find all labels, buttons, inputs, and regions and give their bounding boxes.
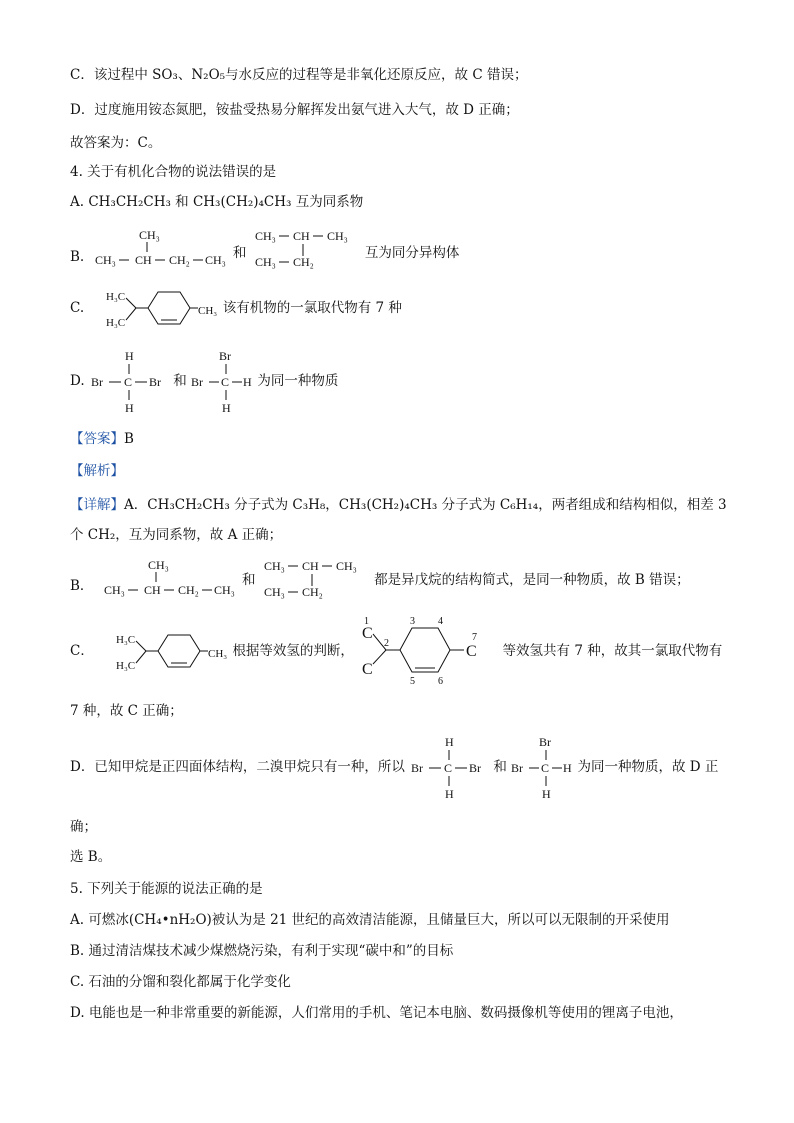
svg-text:Br: Br: [469, 761, 482, 775]
svg-text:1: 1: [364, 616, 370, 627]
dibromomethane-structure-1: [89, 346, 169, 416]
svg-text:CH₂: CH₂: [301, 585, 323, 599]
q4-option-d: D. H Br C Br H 和 Br Br C H H 为同一种物质: [70, 346, 338, 416]
svg-text:Br: Br: [411, 761, 424, 775]
detail-tag: 【详解】: [70, 497, 124, 513]
svg-text:C: C: [362, 661, 373, 678]
choose-line: 选 B。: [70, 849, 112, 865]
q5-option-d: D. 电能也是一种非常重要的新能源，人们常用的手机、笔记本电脑、数码摄像机等使用的锂离子电池，: [70, 1005, 683, 1021]
svg-text:7: 7: [472, 632, 478, 643]
svg-text:CH₃: CH₃: [335, 559, 357, 573]
detail-a-line1: 【详解】A．CH₃CH₂CH₃ 分子式为 C₃H₈，CH₃(CH₂)₄CH₃ 分子式为 C₆H₁₄，两者组成和结构相似，相差 3: [70, 497, 727, 513]
svg-text:H₃C: H₃C: [106, 291, 126, 303]
svg-text:CH₃: CH₃: [147, 558, 169, 572]
svg-text:CH₃: CH₃: [208, 648, 228, 660]
carbon-skeleton-numbered: [358, 614, 498, 688]
option-d-prev: D．过度施用铵态氮肥，铵盐受热易分解挥发出氨气进入大气，故 D 正确；: [70, 102, 519, 118]
svg-text:H: H: [124, 349, 134, 363]
svg-text:3: 3: [410, 616, 416, 627]
svg-text:Br: Br: [539, 735, 552, 749]
svg-text:H₃C: H₃C: [116, 660, 136, 672]
answer-prev: 故答案为：C。: [70, 135, 162, 151]
answer-value: B: [124, 431, 134, 447]
svg-text:CH₂: CH₂: [168, 253, 190, 267]
svg-text:CH₃: CH₃: [254, 255, 276, 269]
svg-text:CH: CH: [134, 253, 152, 267]
svg-text:H: H: [445, 787, 454, 801]
svg-text:CH₃: CH₃: [198, 305, 218, 317]
svg-text:Br: Br: [90, 375, 103, 389]
svg-text:H: H: [563, 761, 572, 775]
svg-text:H: H: [243, 375, 252, 389]
cyclohexene-structure: [88, 286, 218, 330]
cyclohexene-structure-2: [98, 629, 228, 673]
answer-line: [70, 430, 134, 448]
detail-b: B． CH₃ CH₃ CH CH₂ CH₃ 和 CH₃ CH CH₃ CH₃ CH₂ 都是异戊烷的结构简式，是同一种物质，故 B 错误；: [70, 556, 690, 606]
svg-text:CH₃: CH₃: [254, 229, 276, 243]
svg-text:CH₂: CH₂: [177, 583, 199, 597]
svg-text:Br: Br: [191, 375, 204, 389]
isopentane-structure-4: [260, 556, 370, 604]
svg-text:CH: CH: [292, 229, 310, 243]
svg-text:5: 5: [410, 676, 416, 687]
svg-text:C: C: [444, 761, 453, 775]
q4-stem: 4. 关于有机化合物的说法错误的是: [70, 164, 277, 180]
q5-stem: 5. 下列关于能源的说法正确的是: [70, 881, 263, 897]
svg-text:CH: CH: [143, 583, 161, 597]
svg-text:Br: Br: [511, 761, 524, 775]
svg-text:H: H: [445, 735, 454, 749]
option-c-prev: C．该过程中 SO₃、N₂O₅与水反应的过程等是非氧化还原反应，故 C 错误；: [70, 67, 528, 83]
detail-d: D．已知甲烷是正四面体结构，二溴甲烷只有一种，所以 H Br C Br H 和 Br Br C H H 为同一种物质，故 D 正: [70, 732, 718, 804]
svg-text:CH: CH: [301, 559, 319, 573]
svg-text:Br: Br: [148, 375, 161, 389]
q5-option-b: B. 通过清洁煤技术减少煤燃烧污染，有利于实现“碳中和”的目标: [70, 943, 454, 959]
detail-a-line2: 个 CH₂，互为同系物，故 A 正确；: [70, 527, 283, 543]
isopentane-structure-2: [251, 226, 361, 274]
q4-option-c: C. H₃C H₃C CH₃ 该有机物的一氯取代物有 7 种: [70, 286, 402, 330]
svg-text:CH₃: CH₃: [204, 253, 226, 267]
svg-text:H₃C: H₃C: [116, 634, 136, 646]
svg-text:H: H: [542, 787, 551, 801]
svg-text:C: C: [541, 761, 550, 775]
svg-text:C: C: [466, 643, 477, 660]
svg-text:CH₃: CH₃: [103, 583, 125, 597]
svg-text:CH₃: CH₃: [326, 229, 348, 243]
svg-text:Br: Br: [219, 349, 232, 363]
q4-option-b: B. CH₃ CH₃ CH CH₂ CH₃ 和 CH₃ CH CH₃ CH₃ CH₂ 互为同分异构体: [70, 226, 459, 274]
dibromomethane-structure-4: [511, 732, 573, 802]
q4-option-a: A. CH₃CH₂CH₃ 和 CH₃(CH₂)₄CH₃ 互为同系物: [70, 194, 364, 210]
svg-text:2: 2: [384, 638, 390, 649]
svg-text:CH₃: CH₃: [138, 228, 160, 242]
svg-text:CH₂: CH₂: [292, 255, 314, 269]
detail-c: C． H₃C H₃C CH₃ 根据等效氢的判断， 1 C C 2 3 4 5 6 7 C 等效氢共有 7 种，故其一氯取代物有: [70, 616, 723, 687]
svg-text:CH₃: CH₃: [263, 585, 285, 599]
svg-text:H: H: [124, 401, 134, 415]
svg-text:C: C: [123, 375, 132, 389]
svg-text:6: 6: [438, 676, 444, 687]
analysis-tag: 【解析】: [70, 463, 124, 479]
svg-text:CH₃: CH₃: [263, 559, 285, 573]
isopentane-structure-1: [89, 226, 229, 274]
svg-text:4: 4: [438, 616, 444, 627]
svg-text:H₃C: H₃C: [106, 317, 126, 329]
svg-text:C: C: [362, 625, 373, 642]
q5-option-c: C. 石油的分馏和裂化都属于化学变化: [70, 974, 291, 990]
svg-text:CH₃: CH₃: [213, 583, 235, 597]
detail-d-line2: 确；: [70, 819, 97, 835]
isopentane-structure-3: [98, 556, 238, 604]
detail-c-line2: 7 种，故 C 正确；: [70, 703, 183, 719]
answer-tag: 【答案】: [70, 431, 124, 447]
dibromomethane-structure-3: [409, 732, 489, 802]
svg-text:C: C: [221, 375, 230, 389]
svg-text:CH₃: CH₃: [94, 253, 116, 267]
svg-text:H: H: [222, 401, 231, 415]
dibromomethane-structure-2: [191, 346, 253, 416]
q5-option-a: A. 可燃冰(CH₄•nH₂O)被认为是 21 世纪的高效清洁能源，且储量巨大，所以可以无限制的开采使用: [70, 912, 670, 928]
